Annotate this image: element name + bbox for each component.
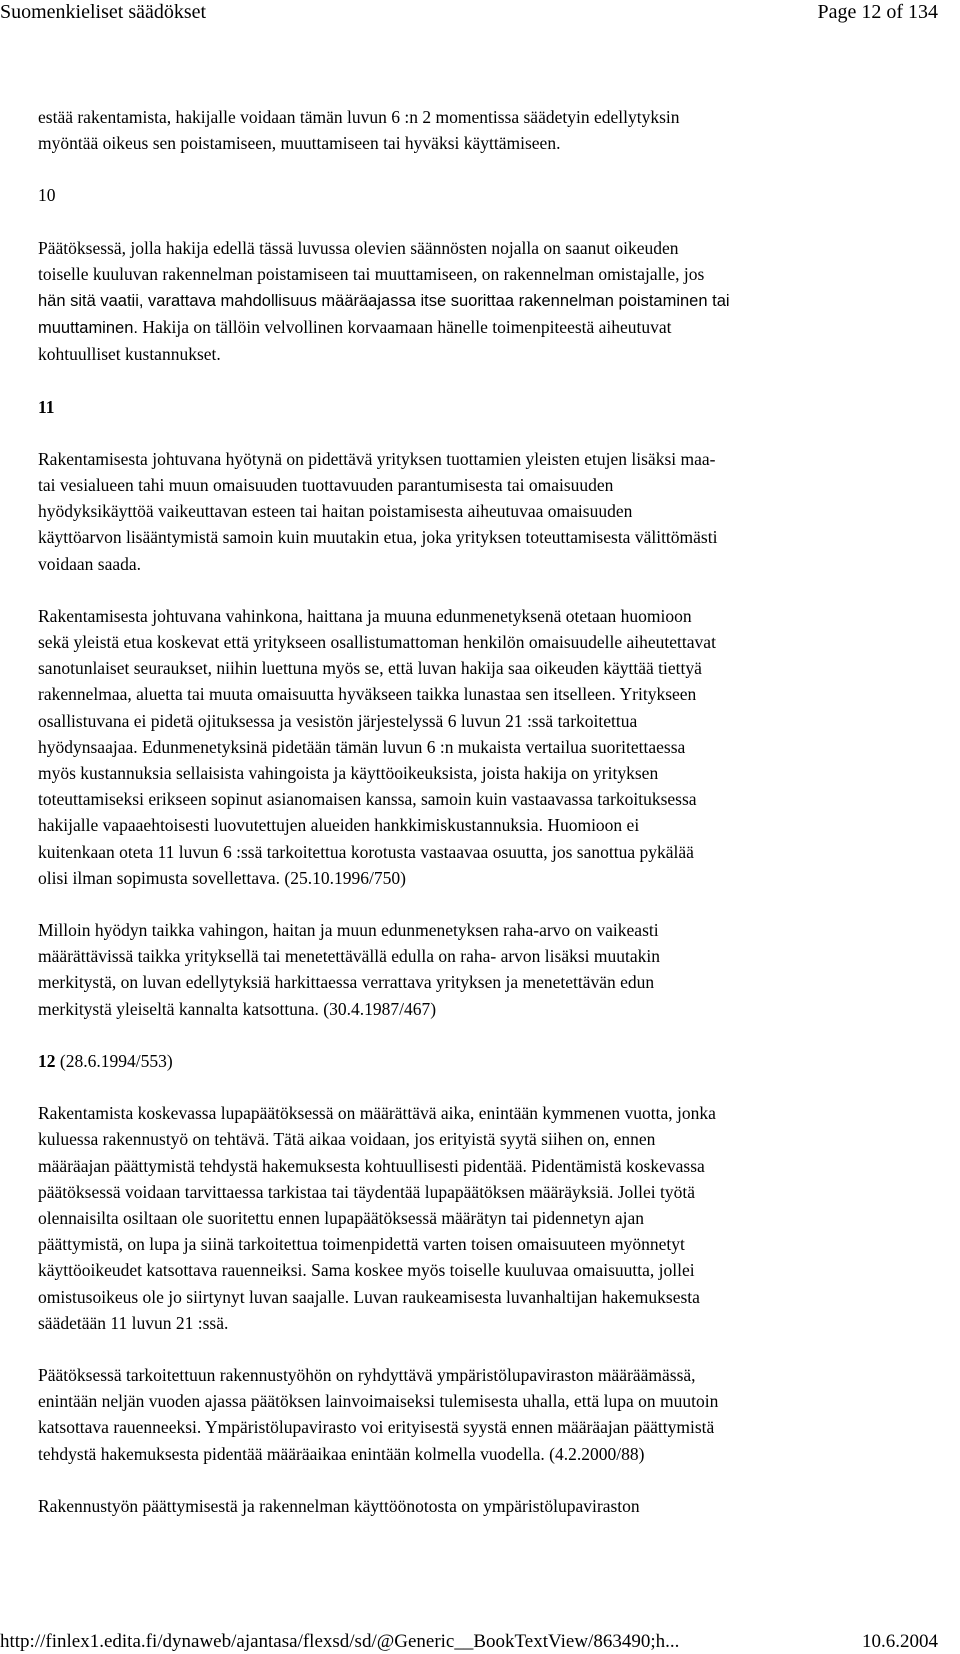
print-date: 10.6.2004 xyxy=(862,1631,938,1652)
amendment-reference: (28.6.1994/553) xyxy=(59,1050,173,1071)
paragraph-text-sans: hän sitä vaatii, varattava mahdollisuus määräajassa itse suorittaa rakennelman poistaminen tai muuttaminen. xyxy=(38,292,730,338)
page-number: Page 12 of 134 xyxy=(817,1,938,23)
page-footer xyxy=(0,1630,938,1654)
document-title: Suomenkieliset säädökset xyxy=(0,1,207,23)
paragraph-text: Päätöksessä, jolla hakija edellä tässä luvussa olevien säännösten nojalla on saanut oikeuden toiselle kuuluvan rakennelman poistamiseen tai muuttamiseen, on rakennelman omistajalle, jos xyxy=(38,237,705,284)
page-header xyxy=(0,0,938,30)
paragraph-continued: estää rakentamista, hakijalle voidaan tämän luvun 6 :n 2 momentissa säädetyin edellytyksin myöntää oikeus sen poistamiseen, muuttamiseen tai hyväksi käyttämiseen. xyxy=(38,107,680,154)
paragraph: Rakentamista koskevassa lupapäätöksessä on määrättävä aika, enintään kymmenen vuotta, jonka kuluessa rakennustyö on tehtävä. Tätä aikaa voidaan, jos erityistä syytä siihen on, ennen määräajan päättymistä tehdystä hakemuksesta kohtuullisesti pidentää. Pidentämistä koskevassa päätöksessä voidaan tarvittaessa tarkistaa tai täydentää lupapäätöksen määräyksiä. Jollei työtä olennaisilta osiltaan ole suoritettu ennen lupapäätöksessä määrätyn tai pidennetyn ajan päättymistä, on lupa ja siinä tarkoitettua toimenpidettä varten toisen omaisuuteen myönnetyt käyttöoikeudet katsottava rauenneiksi. Sama koskee myös toiselle kuuluvaa omaisuutta, jollei omistusoikeus ole jo siirtynyt luvan saajalle. Luvan raukeamisesta luvanhaltijan hakemuksesta säädetään 11 luvun 21 :ssä. xyxy=(38,1103,716,1333)
paragraph-text: Hakija on tällöin velvollinen korvaamaan hänelle toimenpiteestä aiheutuvat kohtuulliset kustannukset. xyxy=(38,317,672,365)
paragraph xyxy=(38,235,938,368)
source-url: http://finlex1.edita.fi/dynaweb/ajantasa/flexsd/sd/@Generic__BookTextView/863490;h... xyxy=(0,1631,680,1652)
paragraph: Rakennustyön päättymisestä ja rakennelman käyttöönotosta on ympäristölupaviraston xyxy=(38,1495,640,1516)
section-number: 12 xyxy=(38,1050,56,1071)
section-number: 10 xyxy=(38,185,56,206)
paragraph: Rakentamisesta johtuvana hyötynä on pidettävä yrityksen tuottamien yleisten etujen lisäksi maa- tai vesialueen tahi muun omaisuuden tuottavuuden parantumisesta tai omaisuuden hyödyksikäyttöä vaikeuttavan esteen tai haitan poistamisesta aiheutuvaa omaisuuden käyttöarvon lisääntymistä samoin kuin muutakin etua, joka yrityksen toteuttamisesta välittömästi voidaan saada. xyxy=(38,448,718,574)
section-number: 11 xyxy=(38,396,55,417)
document-body xyxy=(38,104,938,1519)
section-heading-11 xyxy=(38,394,938,420)
paragraph: Milloin hyödyn taikka vahingon, haitan ja muun edunmenetyksen raha-arvo on vaikeasti määrättävissä taikka yrityksellä tai menetettävällä edulla on raha- arvon lisäksi muutakin merkitystä, on luvan edellytyksiä harkittaessa verrattava yrityksen ja menetettävän edun merkitystä yleiseltä kannalta katsottuna. (30.4.1987/467) xyxy=(38,920,661,1019)
paragraph: Rakentamisesta johtuvana vahinkona, haittana ja muuna edunmenetyksenä otetaan huomioon sekä yleistä etua koskevat että yritykseen osallistumattoman henkilön omaisuudelle aiheutettavat sanotunlaiset seuraukset, niihin luettuna myös se, että luvan hakija saa oikeuden käyttää tiettyä rakennelmaa, aluetta tai muuta omaisuutta hyväkseen taikka lunastaa sen itselleen. Yritykseen osallistuvana ei pidetä ojituksessa ja vesistön järjestelyssä 6 luvun 21 :ssä tarkoitettua hyödynsaajaa. Edunmenetyksinä pidetään tämän luvun 6 :n mukaista vertailua suoritettaessa myös kustannuksia sellaisista vahingoista ja käyttöoikeuksista, joista hakija on yrityksen toteuttamiseksi erikseen sopinut asianomaisen kanssa, samoin kuin vastaavassa tarkoituksessa hakijalle vapaaehtoisesti luovutettujen alueiden hankkimiskustannuksia. Huomioon ei kuitenkaan oteta 11 luvun 6 :ssä tarkoitettua korotusta vastaavaa osuutta, jos sanottua pykälää olisi ilman sopimusta sovellettava. (25.10.1996/750) xyxy=(38,605,716,888)
section-heading-12 xyxy=(38,1048,938,1074)
section-heading-10 xyxy=(38,182,938,208)
paragraph: Päätöksessä tarkoitettuun rakennustyöhön on ryhdyttävä ympäristölupaviraston määräämässä, enintään neljän vuoden ajassa päätöksen lainvoimaiseksi tulemisesta uhalla, että lupa on muutoin katsottava rauenneeksi. Ympäristölupavirasto voi erityisestä syystä ennen määräajan päättymistä tehdystä hakemuksesta pidentää määräaikaa enintään kolmella vuodella. (4.2.2000/88) xyxy=(38,1364,719,1464)
